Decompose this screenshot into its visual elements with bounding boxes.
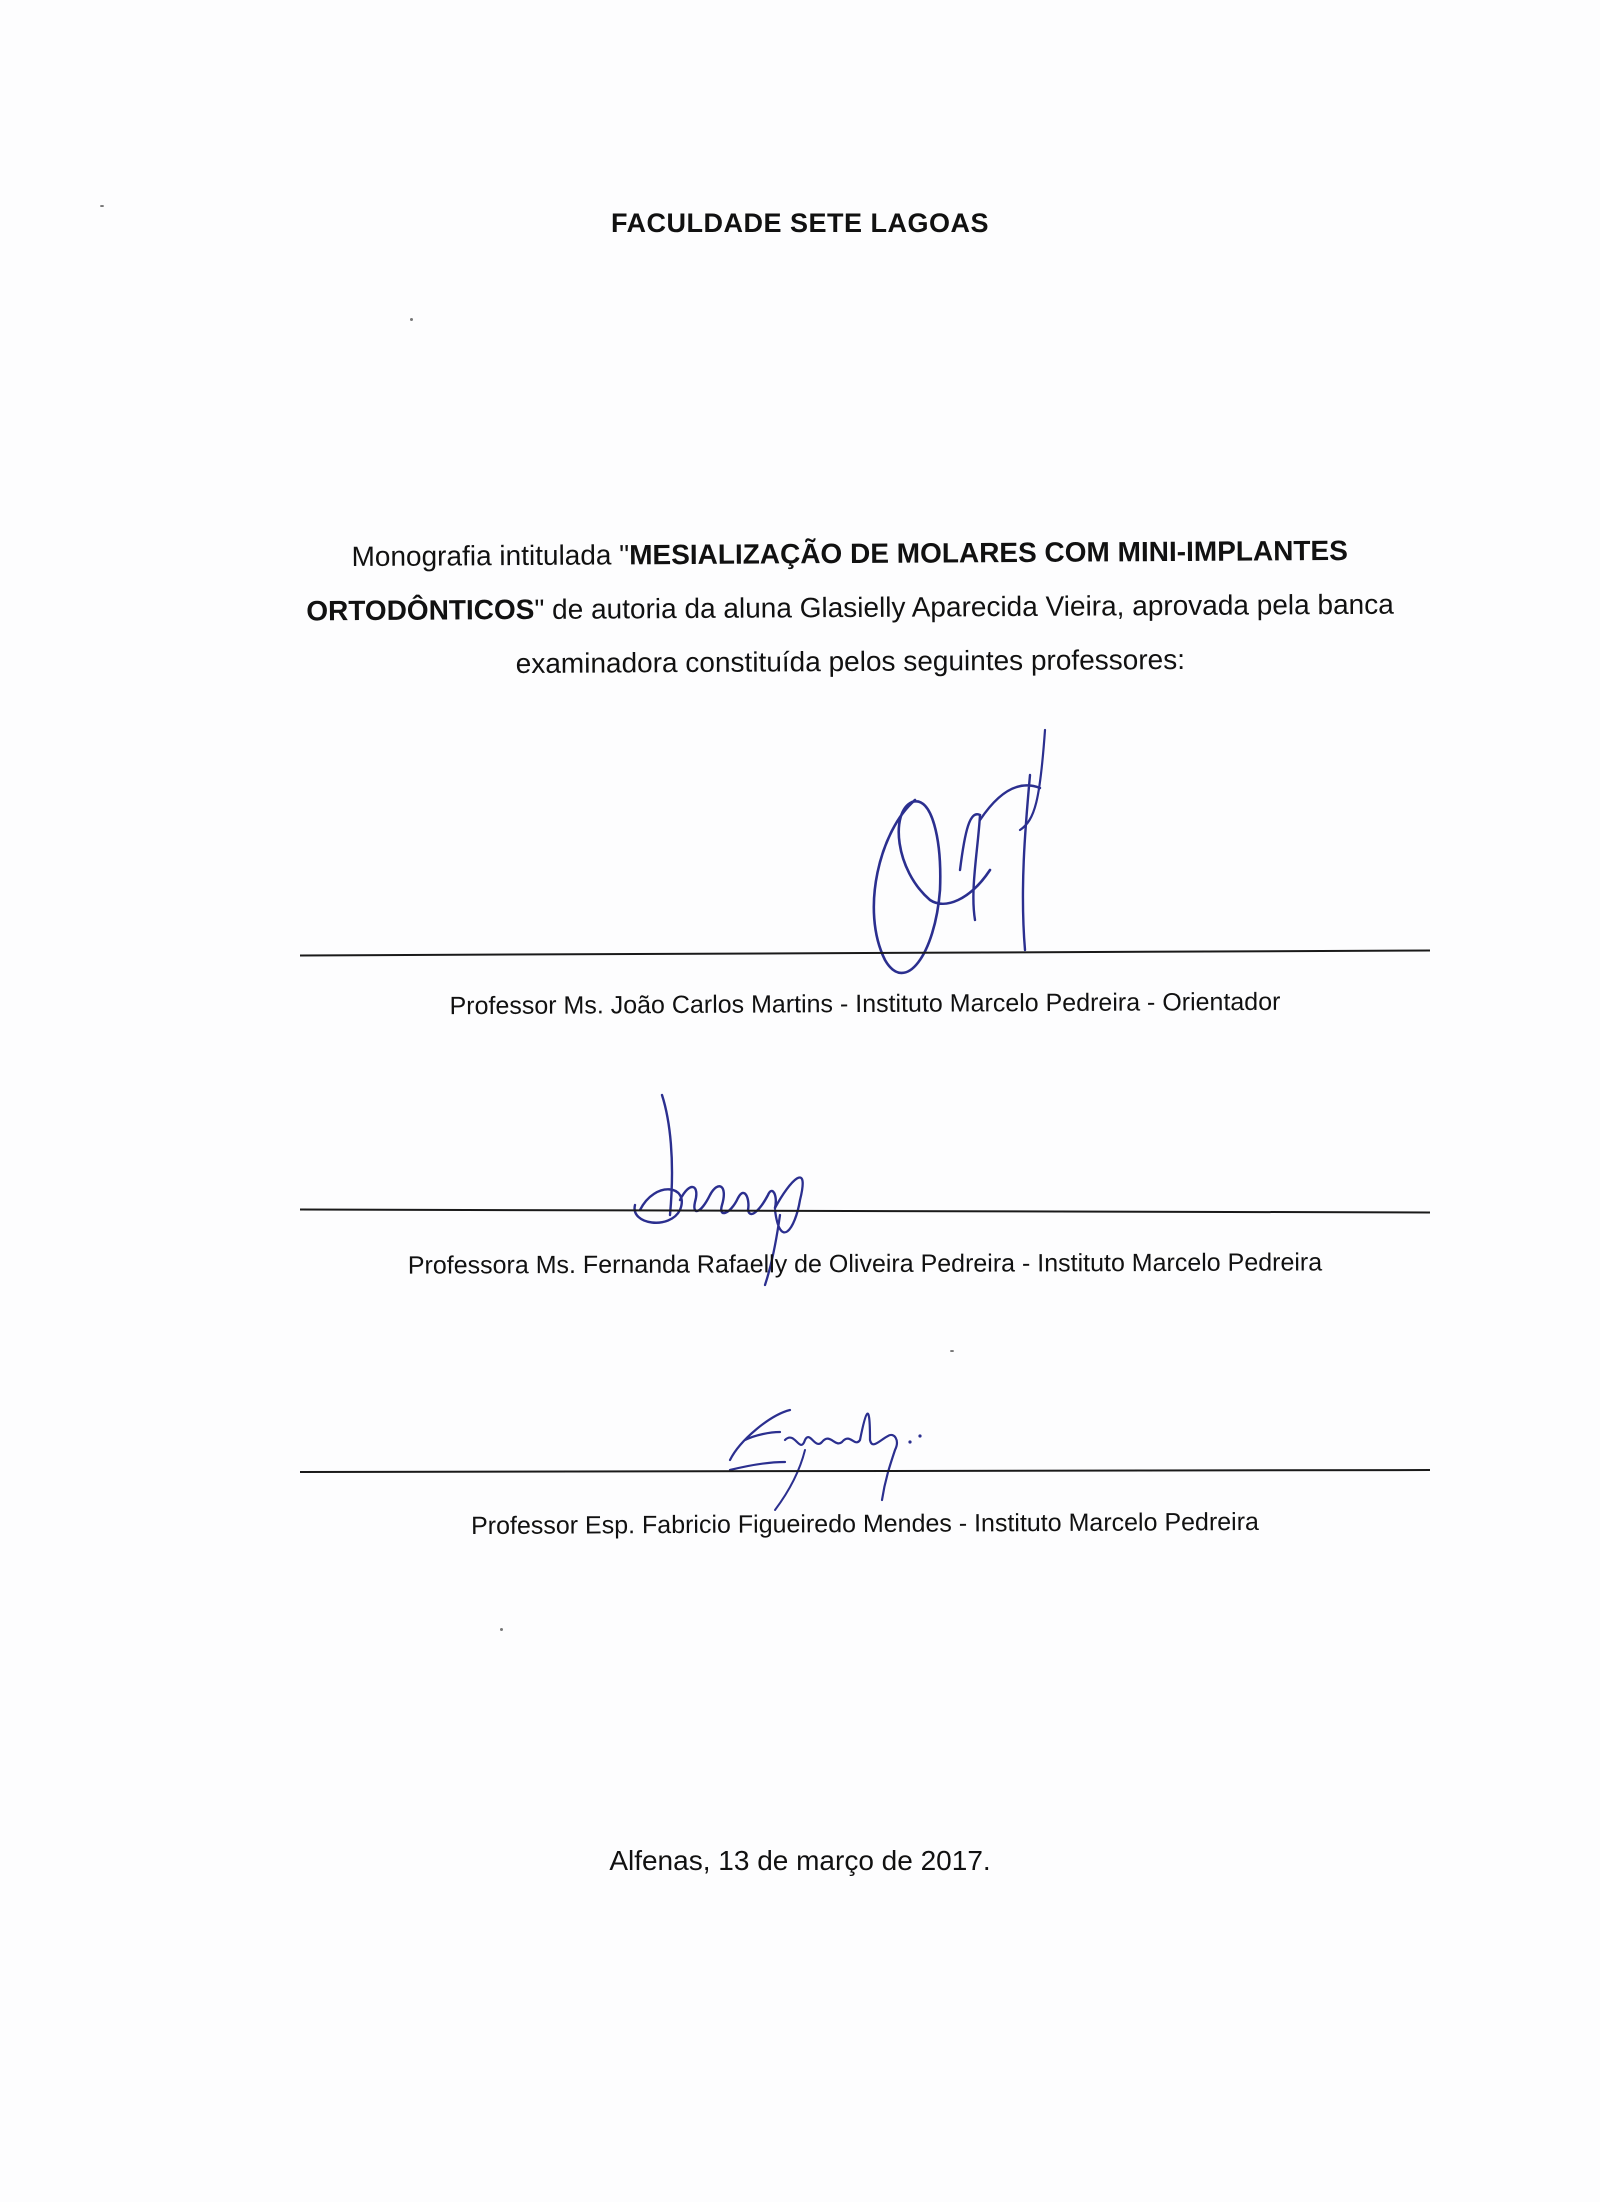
approval-statement <box>300 524 1401 693</box>
signature-line-2 <box>300 1209 1430 1214</box>
institution-name: FACULDADE SETE LAGOAS <box>610 208 990 238</box>
scan-speck <box>950 1350 954 1352</box>
examiner-caption-1: Professor Ms. João Carlos Martins - Instituto Marcelo Pedreira - Orientador <box>449 987 1281 1021</box>
scan-speck <box>500 1628 503 1631</box>
signature-1 <box>820 720 1080 1000</box>
monograph-title: MESIALIZAÇÃO DE MOLARES COM MINI-IMPLANTES ORTODÔNTICOS <box>306 534 1348 627</box>
signature-3 <box>710 1370 940 1520</box>
examiner-caption-3: Professor Esp. Fabricio Figueiredo Mendes - Instituto Marcelo Pedreira <box>471 1507 1259 1541</box>
statement-rest: " de autoria da aluna Glasielly Aparecida Vieira, aprovada pela banca examinadora constituída pelos seguintes professores: <box>515 588 1394 680</box>
statement-intro: Monografia intitulada " <box>351 539 630 573</box>
place-date-line: Alfenas, 13 de março de 2017. <box>609 1845 991 1876</box>
examiner-signature-block-1 <box>300 720 1430 1040</box>
scan-speck <box>100 205 104 207</box>
examiner-signature-block-3 <box>300 1370 1430 1570</box>
examiner-signature-block-2 <box>300 1090 1430 1300</box>
examiner-caption-2: Professora Ms. Fernanda Rafaelly de Oliveira Pedreira - Instituto Marcelo Pedreira <box>407 1248 1323 1280</box>
scan-speck <box>410 318 413 321</box>
